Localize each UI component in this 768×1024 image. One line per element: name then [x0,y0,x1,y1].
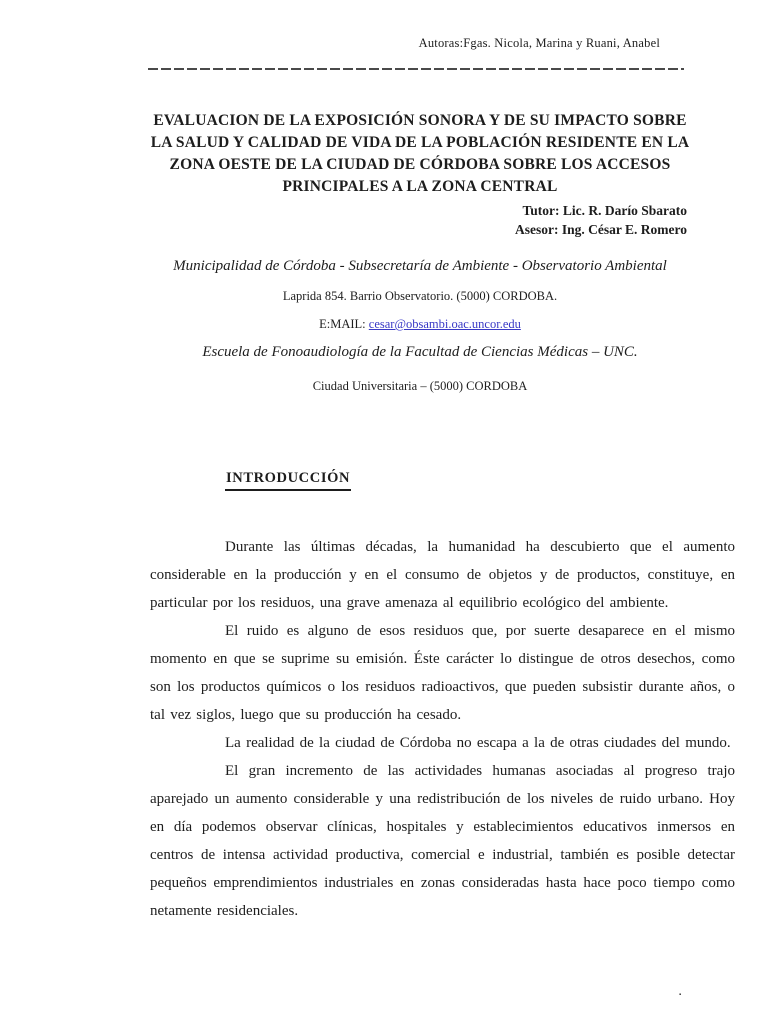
paragraph-4: El gran incremento de las actividades humanas asociadas al progreso trajo aparejado un aumento considerable y una redistribución de los niveles de ruido urbano. Hoy en día podemos observar clínicas, hospitales y establecimientos educativos inmersos en centros de intensa actividad productiva, comercial e industrial, también es posible detectar pequeños emprendimientos industriales en zonas consideradas hasta hace poco tiempo como netamente residenciales. [150,763,735,919]
tutor-line: Tutor: Lic. R. Darío Sbarato [522,203,687,218]
title-line-2: LA SALUD Y CALIDAD DE VIDA DE LA POBLACIÓN RESIDENTE EN LA [150,134,690,151]
email-label: E:MAIL: [319,317,366,331]
email-line [150,317,690,332]
paragraph-2: El ruido es alguno de esos residuos que, por suerte desaparece en el mismo momento en que se suprime su emisión. Éste carácter lo distingue de otros desechos, como son los productos químicos o los residuos radioactivos, que pueden subsistir durante años, o tal vez siglos, luego que su producción ha cesado. [150,623,735,723]
title-line-1: EVALUACION DE LA EXPOSICIÓN SONORA Y DE SU IMPACTO SOBRE [153,112,687,129]
document-title [150,110,690,198]
credits-block [515,201,687,239]
campus-line: Ciudad Universitaria – (5000) CORDOBA [312,379,528,393]
introduction-heading: INTRODUCCIÓN [225,470,351,491]
school-line: Escuela de Fonoaudiología de la Facultad de Ciencias Médicas – UNC. [202,344,638,360]
paragraph-1: Durante las últimas décadas, la humanidad ha descubierto que el aumento considerable en la producción y en el consumo de objetos y de productos, constituye, en particular por los residuos, una grave amenaza al equilibrio ecológico del ambiente. [150,539,735,611]
title-line-4: PRINCIPALES A LA ZONA CENTRAL [282,178,558,195]
title-line-3: ZONA OESTE DE LA CIUDAD DE CÓRDOBA SOBRE LOS ACCESOS [169,156,671,173]
address-line: Laprida 854. Barrio Observatorio. (5000) CORDOBA. [282,289,558,303]
page-footer-mark: ▪ [679,992,682,998]
organization-line: Municipalidad de Córdoba - Subsecretaría de Ambiente - Observatorio Ambiental [173,258,667,274]
email-link[interactable]: cesar@obsambi.oac.uncor.edu [368,317,521,331]
paragraph-3: La realidad de la ciudad de Córdoba no escapa a la de otras ciudades del mundo. [225,735,731,751]
advisor-line: Asesor: Ing. César E. Romero [515,222,687,237]
header-divider-line [148,68,684,70]
authors-header: Autoras:Fgas. Nicola, Marina y Ruani, Anabel [418,36,660,50]
introduction-body [150,533,735,925]
